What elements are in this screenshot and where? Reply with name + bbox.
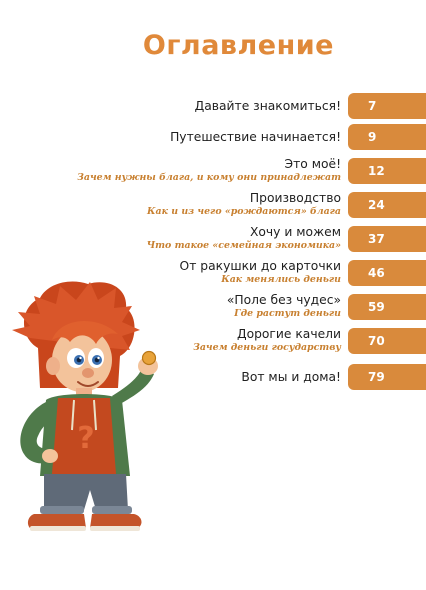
page-number: 37 [368, 232, 385, 246]
toc-entry-title: Давайте знакомиться! [194, 99, 341, 113]
toc-entry-title: Вот мы и дома! [241, 370, 341, 384]
toc-entry-subtitle: Как и из чего «рождаются» блага [147, 206, 341, 217]
page-number: 9 [368, 130, 377, 144]
page-number-tab[interactable] [348, 260, 426, 286]
toc-entry-title: Путешествие начинается! [170, 130, 341, 144]
toc-entry-subtitle: Что такое «семейная экономика» [146, 240, 341, 251]
toc-entry-text [170, 130, 341, 145]
page-number-tab[interactable] [348, 294, 426, 320]
toc-entry-text [77, 157, 341, 184]
toc-entry-text [147, 225, 341, 252]
toc-entry-text [227, 293, 341, 320]
page-number-tab[interactable] [348, 124, 426, 150]
toc-entry-text [241, 370, 341, 385]
toc-entry-title: Производство [249, 191, 341, 205]
page-number: 79 [368, 370, 385, 384]
toc-entry-subtitle: Как менялись деньги [221, 274, 341, 285]
toc-entry-subtitle: Зачем деньги государству [193, 342, 341, 353]
toc-entry-title: «Поле без чудес» [226, 293, 341, 307]
page-number: 59 [368, 300, 385, 314]
page-number-tab[interactable] [348, 93, 426, 119]
page-number: 7 [368, 99, 377, 113]
toc-entry-title: От ракушки до карточки [179, 259, 341, 273]
page-number: 24 [368, 198, 385, 212]
toc-entry-subtitle: Зачем нужны блага, и кому они принадлежат [77, 172, 341, 183]
svg-text:?: ? [77, 421, 95, 456]
toc-entry-title: Это моё! [284, 157, 341, 171]
boy-character-illustration [0, 278, 175, 538]
page-number: 46 [368, 266, 385, 280]
toc-entry-title: Дорогие качели [236, 327, 341, 341]
toc-entry-text [180, 259, 341, 286]
page-number-tab[interactable] [348, 158, 426, 184]
page-number: 70 [368, 334, 385, 348]
toc-entry-text [195, 99, 341, 114]
page-number: 12 [368, 164, 385, 178]
page-number-tab[interactable] [348, 226, 426, 252]
page-number-tab[interactable] [348, 364, 426, 390]
toc-entry-text [147, 191, 341, 218]
toc-entry-text [193, 327, 341, 354]
page-number-tab[interactable] [348, 328, 426, 354]
toc-entry-title: Хочу и можем [249, 225, 341, 239]
page-number-tab[interactable] [348, 192, 426, 218]
toc-entry-subtitle: Где растут деньги [234, 308, 341, 319]
page-title: Оглавление [142, 30, 334, 61]
